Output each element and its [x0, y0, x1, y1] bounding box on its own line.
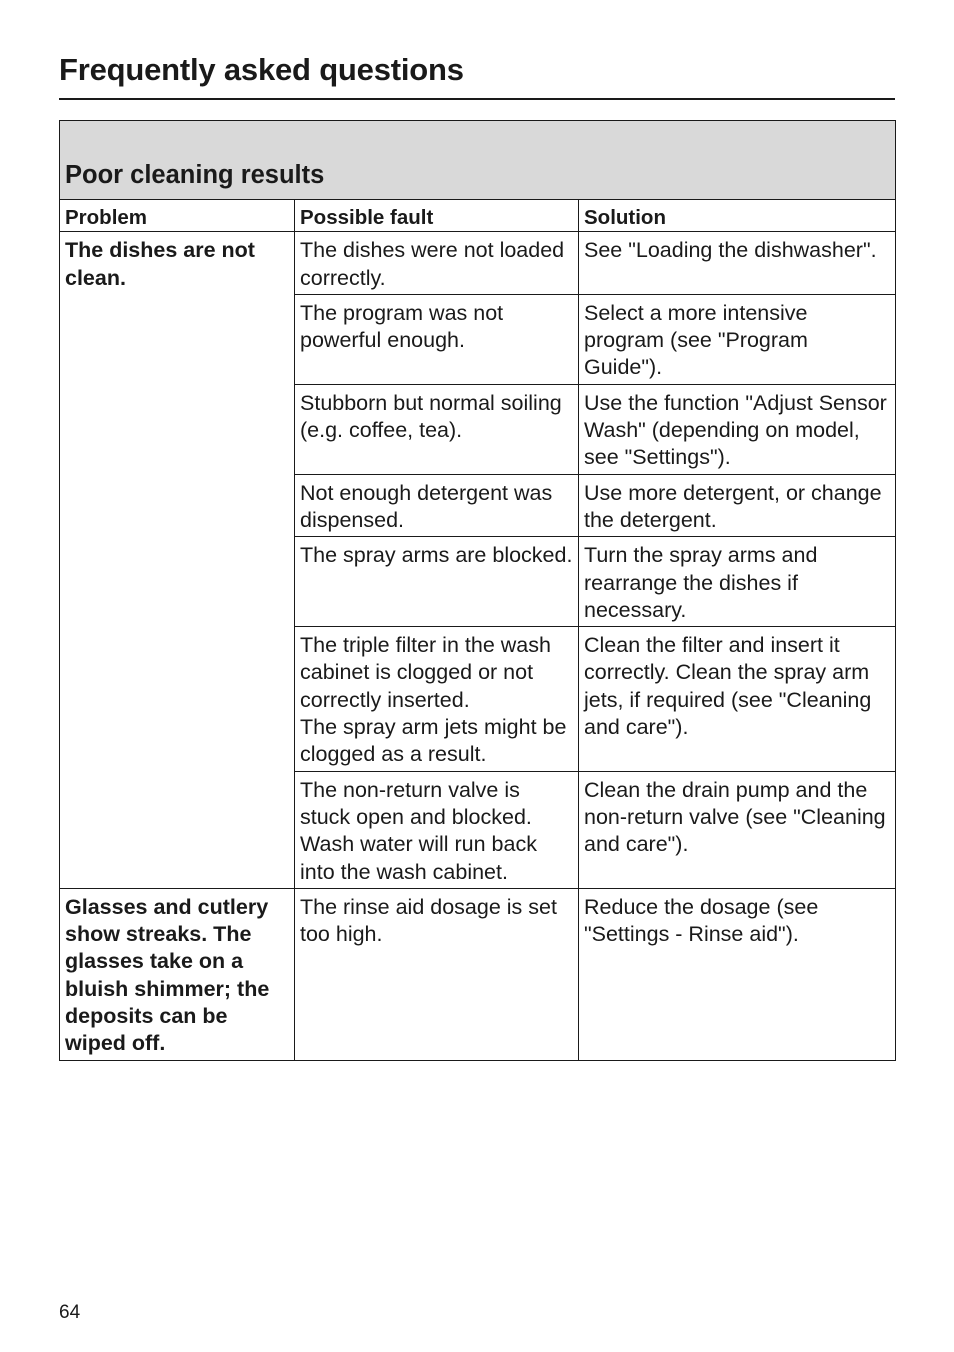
fault-cell: Not enough detergent was dispensed. — [295, 474, 579, 537]
solution-cell: See "Loading the dishwasher". — [579, 232, 896, 295]
problem-cell: Glasses and cutlery show streaks. The glasses take on a bluish shimmer; the deposits can be wiped off. — [60, 888, 295, 1060]
solution-cell: Use more detergent, or change the detergent. — [579, 474, 896, 537]
page-number: 64 — [59, 1302, 81, 1323]
fault-cell: Stubborn but normal soiling (e.g. coffee, tea). — [295, 384, 579, 474]
solution-cell: Use the function "Adjust Sensor Wash" (depending on model, see "Settings"). — [579, 384, 896, 474]
solution-cell: Reduce the dosage (see "Settings - Rinse aid"). — [579, 888, 896, 1060]
table-row — [60, 232, 896, 295]
problem-cell: The dishes are not clean. — [60, 232, 295, 889]
solution-cell: Clean the filter and insert it correctly. Clean the spray arm jets, if required (see "Cleaning and care"). — [579, 627, 896, 771]
solution-cell: Select a more intensive program (see "Program Guide"). — [579, 294, 896, 384]
solution-cell: Turn the spray arms and rearrange the dishes if necessary. — [579, 537, 896, 627]
fault-cell: The rinse aid dosage is set too high. — [295, 888, 579, 1060]
faq-table — [59, 120, 896, 1061]
fault-cell: The dishes were not loaded correctly. — [295, 232, 579, 295]
page-title: Frequently asked questions — [59, 52, 464, 87]
section-header-row — [60, 121, 896, 200]
column-header-problem: Problem — [60, 200, 295, 232]
fault-cell: The triple filter in the wash cabinet is clogged or not correctly inserted. The spray arm jets might be clogged as a result. — [295, 627, 579, 771]
table-row — [60, 888, 896, 1060]
column-header-row — [60, 200, 896, 232]
fault-cell: The non-return valve is stuck open and blocked. Wash water will run back into the wash cabinet. — [295, 771, 579, 888]
column-header-fault: Possible fault — [295, 200, 579, 232]
section-title: Poor cleaning results — [60, 121, 896, 200]
column-header-solution: Solution — [579, 200, 896, 232]
solution-cell: Clean the drain pump and the non-return valve (see "Cleaning and care"). — [579, 771, 896, 888]
fault-cell: The spray arms are blocked. — [295, 537, 579, 627]
title-divider — [59, 98, 895, 100]
fault-cell: The program was not powerful enough. — [295, 294, 579, 384]
